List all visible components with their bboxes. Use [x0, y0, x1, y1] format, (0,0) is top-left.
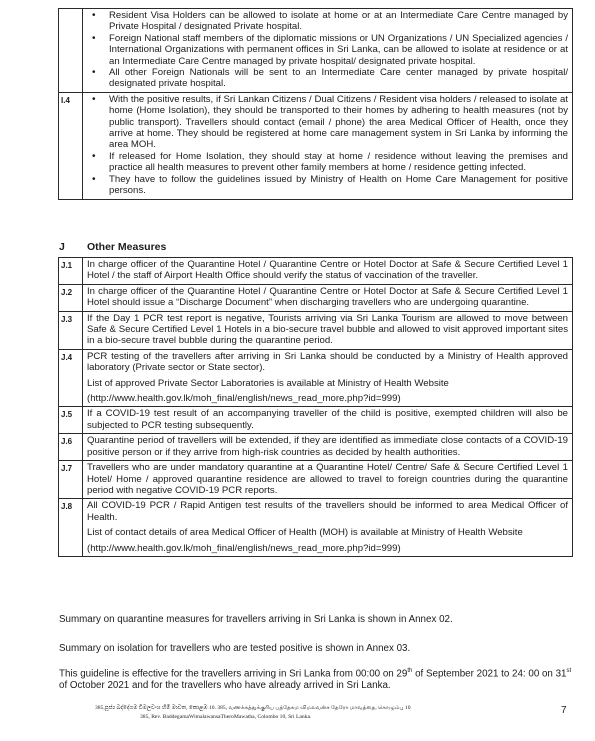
row-id: J.5 [59, 407, 83, 434]
table-row [59, 407, 573, 434]
footer-address-english: 385, Rev. BaddegamaWimalawansaTheroMawatha, Colombo 10, Sri Lanka. [140, 714, 312, 720]
row-id: J.8 [59, 499, 83, 557]
row-content [83, 499, 573, 557]
row-content [83, 349, 573, 407]
effective-dates-note [59, 666, 574, 692]
row-id: J.4 [59, 349, 83, 407]
effective-text: of September 2021 to 24: 00 on 31 [412, 668, 567, 680]
cell-text: Travellers who are under mandatory quarantine at a Quarantine Hotel/ Centre/ Safe & Secure Certified Level 1 Hotel/ Home / approved quarantine residence are allowed to travel to foreign countries during the quarantine period with negative COVID-19 PCR reports. [87, 462, 568, 496]
row-id: J.7 [59, 461, 83, 499]
measures-table [58, 257, 573, 557]
row-content [83, 92, 573, 199]
row-id: I.4 [59, 92, 83, 199]
list-item: • If released for Home Isolation, they should stay at home / residence without leaving the premises and practice all health measures to prevent other family members at home / residence getting infected. [87, 151, 568, 174]
cell-text: If the Day 1 PCR test report is negative, Tourists arriving via Sri Lanka Tourism are allowed to move between Safe & Secure Certified Level 1 Hotels in a bio-secure travel bubble and allowed to visit approved important sites in a bio-secure travel bubble during the quarantine period. [87, 312, 568, 347]
table-row [59, 258, 573, 285]
date-suffix: th [407, 668, 413, 674]
cell-text: If a COVID-19 test result of an accompanying traveller of the child is positive, exempted children will also be subjected to PCR testing subsequently. [87, 408, 568, 431]
section-title: Other Measures [87, 241, 167, 253]
list-item: • All other Foreign Nationals will be sent to an Intermediate Care center managed by private hospital/ designated private hospital. [87, 67, 568, 90]
page-number: 7 [561, 705, 567, 716]
cell-text: In charge officer of the Quarantine Hotel / Quarantine Centre or Hotel Doctor at Safe & Secure Certified Level 1 Hotel should issue a “Discharge Document” when discharging travellers who are undergoing quarantine. [87, 285, 568, 309]
footer-address-local: 385,පූජ්‍ය බද්දේගම විමලවංශ හිමි මාවත, කොළඹ 10. 385, வணக்கத்துக்குரிய பத்தேகம விமலவன்ச தேரோ மாவத்தை, கொழும்பு 10 [95, 705, 411, 711]
cell-text: List of contact details of area Medical Officer of Health (MOH) is available at Ministry of Health Website [87, 527, 523, 539]
section-letter: J [59, 241, 65, 253]
table-row [59, 284, 573, 311]
table-row [59, 92, 573, 199]
row-content [83, 434, 573, 461]
row-content [83, 258, 573, 285]
cell-text: All COVID-19 PCR / Rapid Antigen test results of the travellers should be informed to area Medical Officer of Health. [87, 500, 568, 523]
effective-text: of October 2021 and for the travellers who have already arrived in Sri Lanka. [59, 680, 391, 692]
list-item: • They have to follow the guidelines issued by Ministry of Health on Home Care Management for positive persons. [87, 174, 568, 197]
cell-text: Quarantine period of travellers will be extended, if they are identified as immediate close contacts of a COVID-19 positive person or if they arrive from high-risk countries as decided by health authorities. [87, 435, 568, 458]
row-id: J.2 [59, 284, 83, 311]
row-content [83, 284, 573, 311]
cell-text: In charge officer of the Quarantine Hotel / Quarantine Centre or Hotel Doctor at Safe & Secure Certified Level 1 Hotel / the staff of Airport Health Office should verify the status of vaccination of the traveller. [87, 259, 568, 282]
annex-03-note: Summary on isolation for travellers who are tested positive is shown in Annex 03. [59, 643, 411, 654]
list-item: • Resident Visa Holders can be allowed to isolate at home or at an Intermediate Care Centre managed by Private Hospital / designated Private hospital. [87, 10, 568, 33]
row-content [83, 461, 573, 499]
table-row [59, 499, 573, 557]
website-url: (http://www.health.gov.lk/moh_final/english/news_read_more.php?id=999) [87, 393, 401, 405]
cell-text: List of approved Private Sector Laboratories is available at Ministry of Health Website [87, 377, 449, 389]
table-row [59, 461, 573, 499]
isolation-table [58, 8, 573, 200]
row-content [83, 407, 573, 434]
row-content [83, 311, 573, 349]
table-row [59, 311, 573, 349]
table-row [59, 434, 573, 461]
row-id [59, 9, 83, 93]
section-heading [59, 241, 166, 253]
row-content [83, 9, 573, 93]
date-suffix: st [566, 668, 572, 674]
table-row [59, 9, 573, 93]
table-row [59, 349, 573, 407]
row-id: J.1 [59, 258, 83, 285]
row-id: J.6 [59, 434, 83, 461]
list-item: • With the positive results, if Sri Lankan Citizens / Dual Citizens / Resident visa holders / released to isolate at home (Home Isolation), they should be transported to their homes by adhering to health measures (not by public transport). Travellers should contact (email / phone) the area Medical Officer of Health, once they arrive at home. They should be registered at home care management system in Sri Lanka by informing the area MOH. [87, 94, 568, 151]
list-item: • Foreign National staff members of the diplomatic missions or UN Organizations / UN Specialized agencies / International Organizations with permanent offices in Sri Lanka, can be allowed to isolate at residence or at an Intermediate Care Centre managed by private hospital/ designated private hospital. [87, 33, 568, 67]
row-id: J.3 [59, 311, 83, 349]
annex-02-note: Summary on quarantine measures for travellers arriving in Sri Lanka is shown in Annex 02. [59, 614, 453, 625]
cell-text: PCR testing of the travellers after arriving in Sri Lanka should be conducted by a Ministry of Health approved laboratory (Private sector or State sector). [87, 350, 568, 374]
website-url: (http://www.health.gov.lk/moh_final/english/news_read_more.php?id=999) [87, 542, 401, 554]
effective-text: This guideline is effective for the travellers arriving in Sri Lanka from 00:00 on 29 [59, 668, 408, 680]
